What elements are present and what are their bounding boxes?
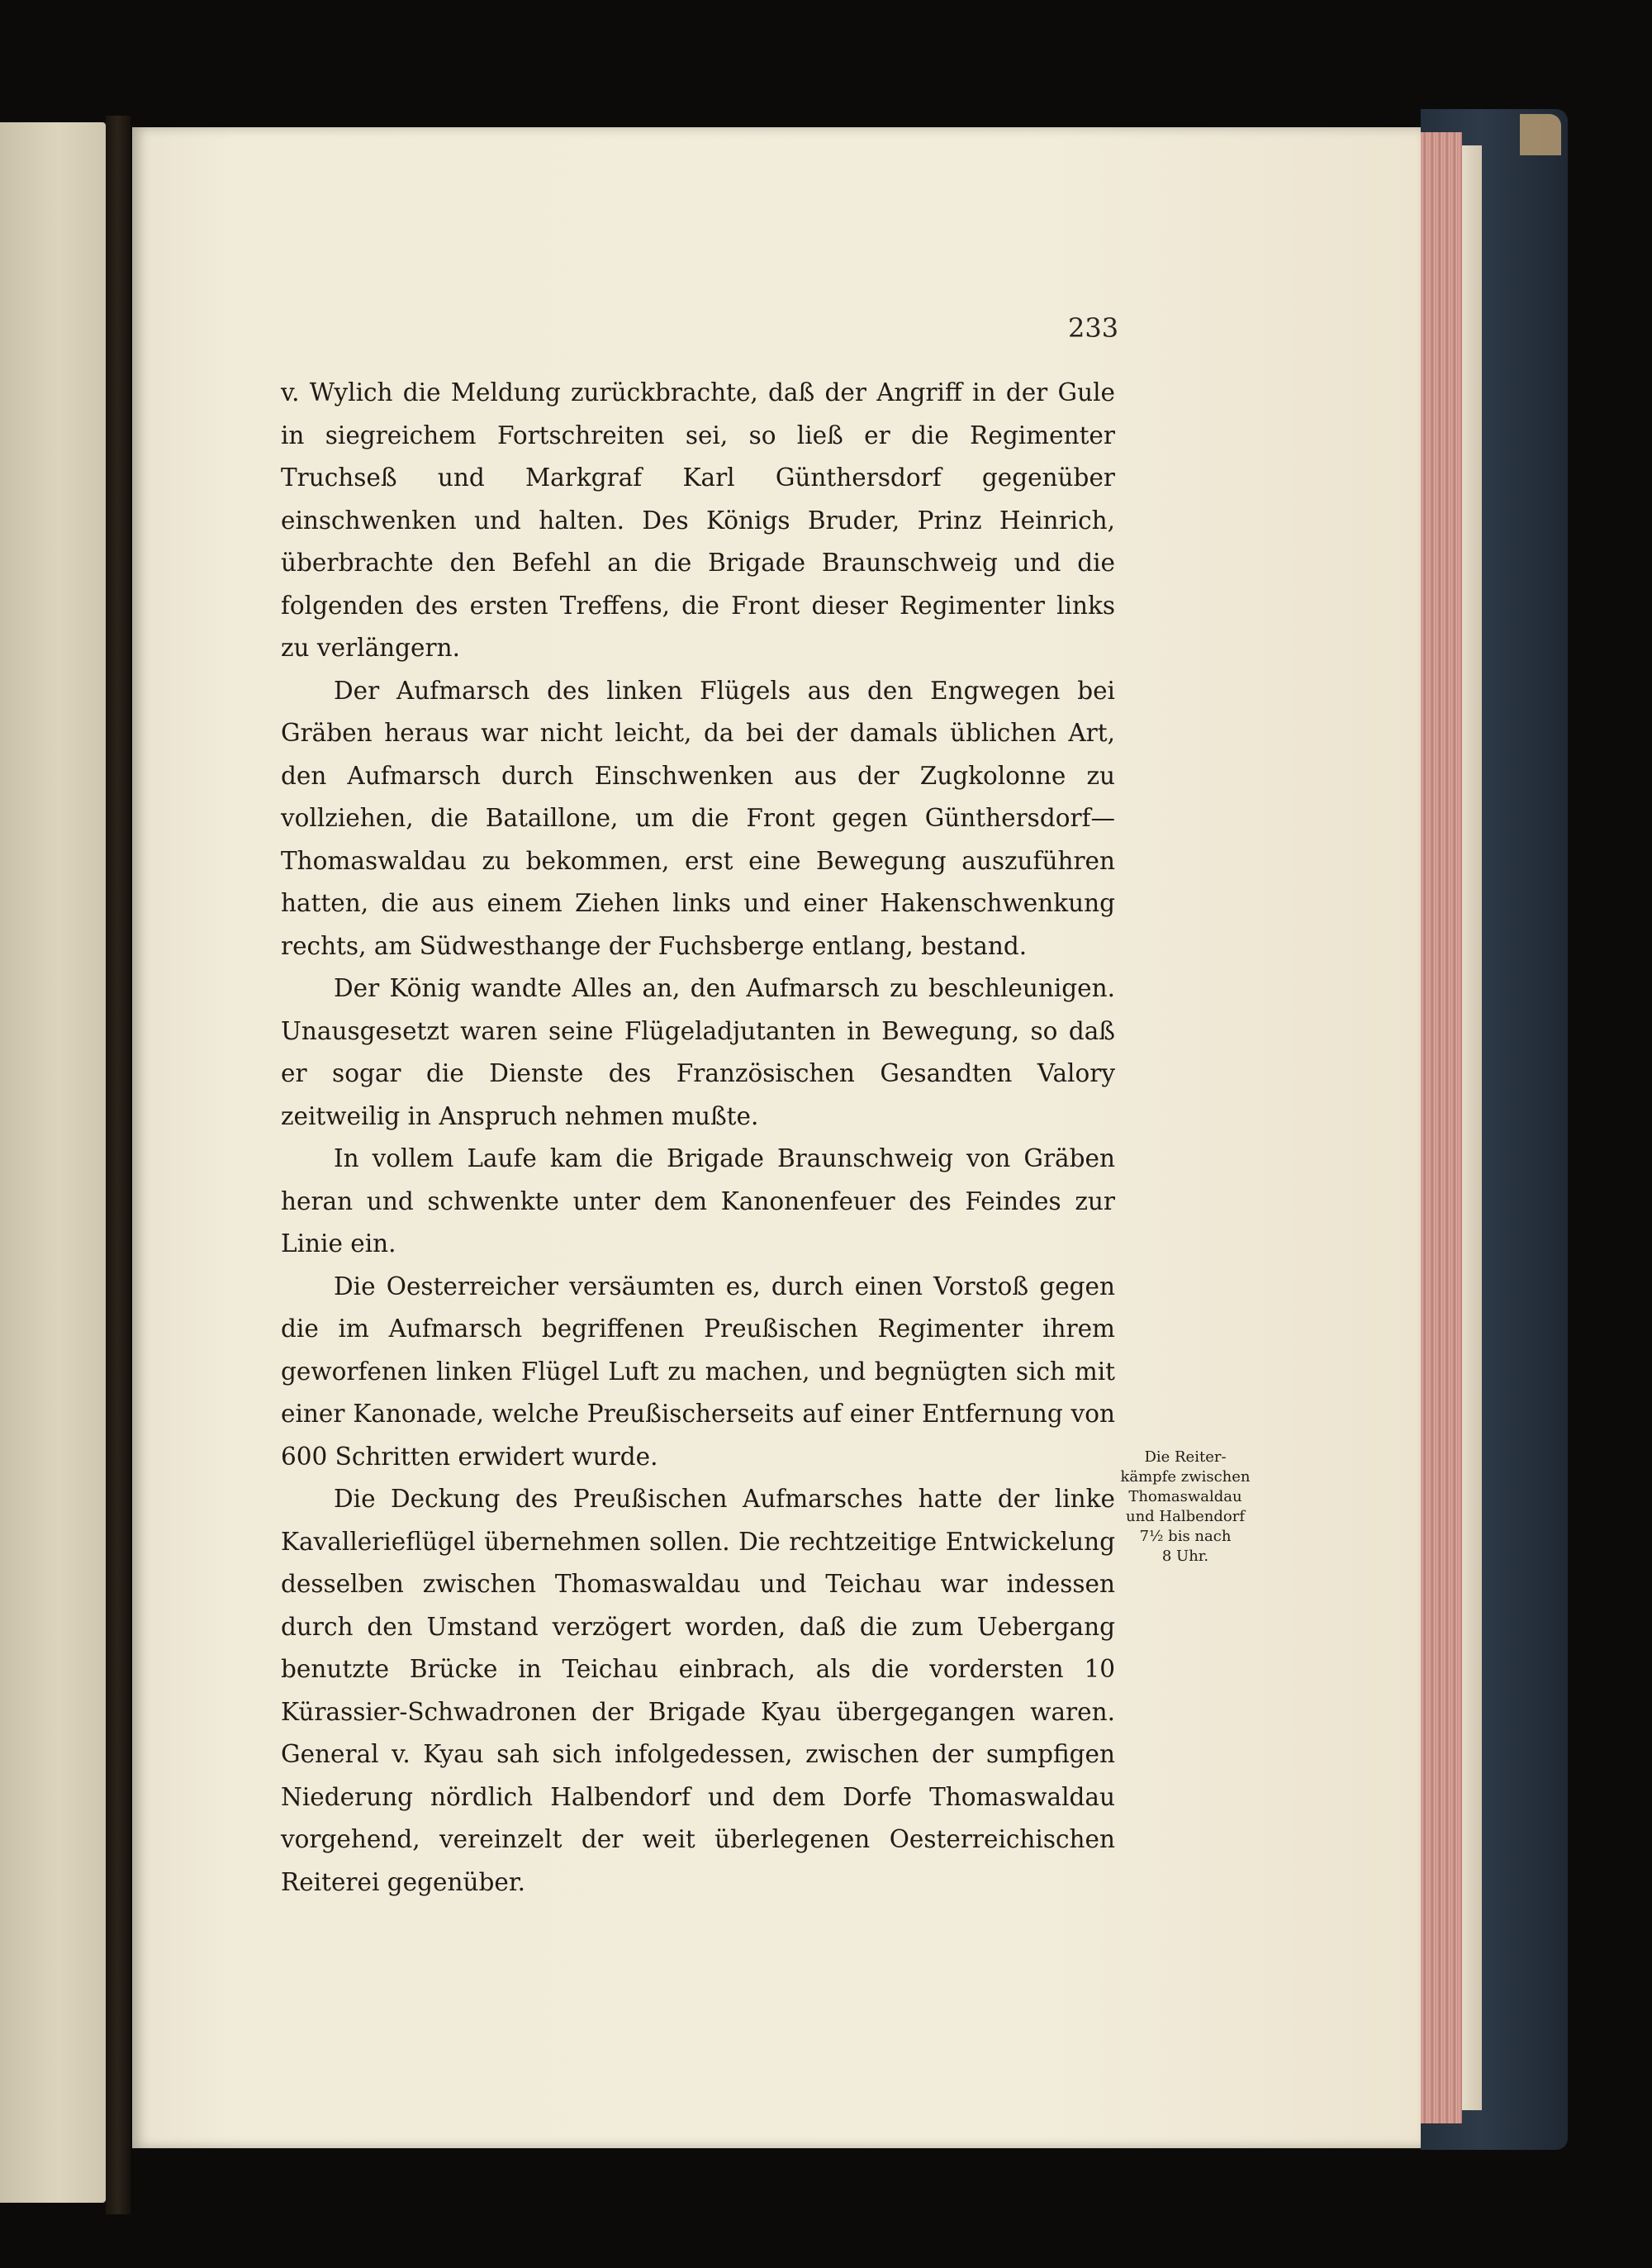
paragraph: Die Deckung des Preußischen Aufmarsches hatte der linke Kavallerieflügel übernehmen sollen. Die rechtzeitige Entwickelung desselben zwischen Thomaswaldau und Teichau war indessen durch den Umstand verzögert worden, daß die zum Uebergang benutzte Brücke in Teichau einbrach, als die vordersten 10 Kürassier-Schwadronen der Brigade Kyau übergegangen waren. General v. Kyau sah sich infolgedessen, zwischen der sumpfigen Niederung nördlich Halbendorf und dem Dorfe Thomaswaldau vorgehend, vereinzelt der weit überlegenen Oesterreichischen Reiterei gegenüber. (281, 1485, 1115, 1896)
book-gutter (106, 116, 131, 2214)
margin-note-line: Die Reiter- (1144, 1448, 1227, 1466)
cover-corner (1520, 114, 1561, 155)
paragraph: Der König wandte Alles an, den Aufmarsch zu beschleunigen. Unausgesetzt waren seine Flügeladjutanten in Bewegung, so daß er sogar die Dienste des Französischen Gesandten Valory zeitweilig in Anspruch nehmen mußte. (281, 974, 1115, 1130)
paragraph: v. Wylich die Meldung zurückbrachte, daß der Angriff in der Gule in siegreichem Fortschreiten sei, so ließ er die Regimenter Truchseß und Markgraf Karl Günthersdorf gegenüber einschwenken und halten. Des Königs Bruder, Prinz Heinrich, überbrachte den Befehl an die Brigade Braunschweig und die folgenden des ersten Treffens, die Front dieser Regimenter links zu verlängern. (281, 378, 1115, 662)
margin-note-line: kämpfe zwischen (1120, 1468, 1251, 1486)
margin-note-line: 7½ bis nach (1139, 1528, 1232, 1545)
left-facing-page (0, 122, 106, 2203)
page-edges-light (1462, 145, 1482, 2110)
margin-note (1107, 1448, 1264, 1567)
margin-note-line: und Halbendorf (1125, 1508, 1245, 1525)
margin-note-line: Thomaswaldau (1128, 1488, 1242, 1505)
paragraph: Die Oesterreicher versäumten es, durch einen Vorstoß gegen die im Aufmarsch begriffenen Preußischen Regimenter ihrem geworfenen linken Flügel Luft zu machen, und begnügten sich mit einer Kanonade, welche Preußischerseits auf einer Entfernung von 600 Schritten erwidert wurde. (281, 1272, 1115, 1471)
paragraph: In vollem Laufe kam die Brigade Braunschweig von Gräben heran und schwenkte unter dem Kanonenfeuer des Feindes zur Linie ein. (281, 1144, 1115, 1258)
page-number: 233 (1068, 312, 1119, 344)
body-text (281, 372, 1115, 1904)
paragraph: Der Aufmarsch des linken Flügels aus den Engwegen bei Gräben heraus war nicht leicht, da bei der damals üblichen Art, den Aufmarsch durch Einschwenken aus der Zugkolonne zu vollziehen, die Bataillone, um die Front gegen Günthersdorf—Thomaswaldau zu bekommen, erst eine Bewegung auszuführen hatten, die aus einem Ziehen links und einer Hakenschwenkung rechts, am Südwesthange der Fuchsberge entlang, bestand. (281, 676, 1115, 960)
margin-note-line: 8 Uhr. (1161, 1548, 1209, 1565)
